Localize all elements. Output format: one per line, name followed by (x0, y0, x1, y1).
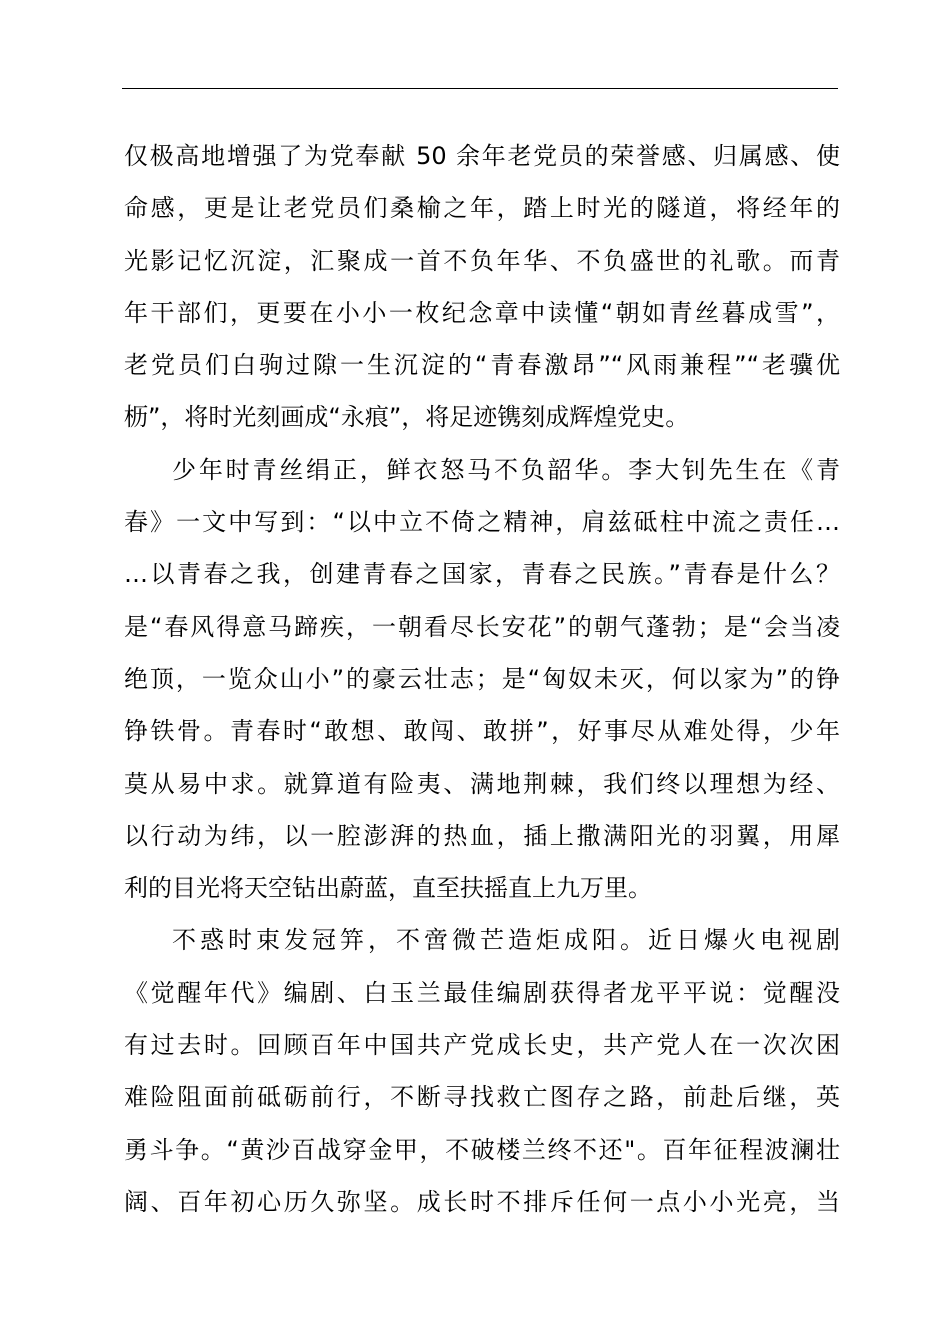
text-line: 光影记忆沉淀，汇聚成一首不负年华、不负盛世的礼歌。而青 (124, 246, 840, 275)
text-line: 绝顶，一览众山小”的豪云壮志；是“匈奴未灭，何以家为”的铮 (124, 664, 840, 693)
text-line: 阔、百年初心历久弥坚。成长时不排斥任何一点小小光亮，当 (124, 1187, 840, 1216)
document-body (124, 130, 840, 1228)
text-line: 铮铁骨。青春时“敢想、敢闯、敢拼”，好事尽从难处得，少年 (124, 717, 840, 746)
header-rule (122, 88, 838, 89)
paragraph-start-line: 不惑时束发冠笄，不啻微芒造炬成阳。近日爆火电视剧 (172, 926, 840, 955)
paragraph-start-line: 少年时青丝绢正，鲜衣怒马不负韶华。李大钊先生在《青 (172, 455, 840, 484)
text-line: 《觉醒年代》编剧、白玉兰最佳编剧获得者龙平平说：觉醒没 (124, 978, 840, 1007)
text-line: …以青春之我，创建青春之国家，青春之民族。”青春是什么？ (124, 560, 840, 589)
text-line: 是“春风得意马蹄疾，一朝看尽长安花”的朝气蓬勃；是“会当凌 (124, 612, 840, 641)
text-line: 仅极高地增强了为党奉献 50 余年老党员的荣誉感、归属感、使 (124, 142, 840, 170)
text-line: 有过去时。回顾百年中国共产党成长史，共产党人在一次次困 (124, 1031, 840, 1060)
text-line: 命感，更是让老党员们桑榆之年，踏上时光的隧道，将经年的 (124, 194, 840, 223)
text-line: 枥”，将时光刻画成“永痕”，将足迹镌刻成辉煌党史。 (124, 403, 690, 432)
text-line: 老党员们白驹过隙一生沉淀的“青春激昂”“风雨兼程”“老骥优 (124, 351, 840, 380)
text-line: 年干部们，更要在小小一枚纪念章中读懂“朝如青丝暮成雪”， (124, 298, 840, 327)
text-line: 勇斗争。“黄沙百战穿金甲，不破楼兰终不还"。百年征程波澜壮 (124, 1135, 840, 1164)
text-line: 难险阻面前砥砺前行，不断寻找救亡图存之路，前赴后继，英 (124, 1083, 840, 1112)
text-line: 利的目光将天空钻出蔚蓝，直至扶摇直上九万里。 (124, 874, 652, 903)
text-line: 春》一文中写到：“以中立不倚之精神，肩兹砥柱中流之责任… (124, 508, 840, 537)
text-line: 以行动为纬，以一腔澎湃的热血，插上撒满阳光的羽翼，用犀 (124, 821, 840, 850)
text-line: 莫从易中求。就算道有险夷、满地荆棘，我们终以理想为经、 (124, 769, 840, 798)
